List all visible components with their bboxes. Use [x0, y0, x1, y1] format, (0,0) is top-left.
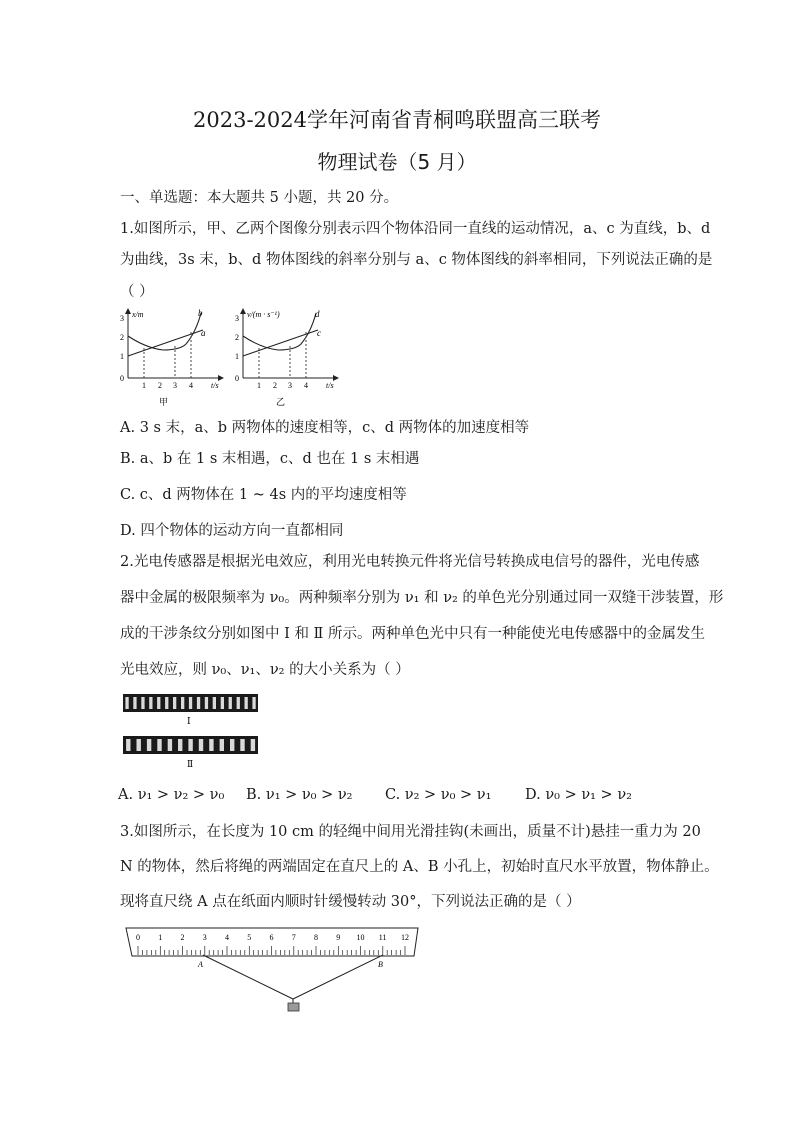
- q1-graph-left: [118, 308, 228, 408]
- fringe-1-bright-band: [197, 697, 200, 709]
- fringe-1-bright-band: [141, 697, 144, 709]
- q2-line-3: 成的干涉条纹分别如图中 Ⅰ 和 Ⅱ 所示。两种单色光中只有一种能使光电传感器中的金属发生: [120, 626, 706, 642]
- graph-left-x-3: 3: [173, 381, 177, 390]
- curve-d-label: d: [315, 309, 320, 319]
- graph-right-y-2: 2: [235, 333, 239, 342]
- graph-left-y-1: 1: [120, 352, 124, 361]
- q3-line-3: 现将直尺绕 A 点在纸面内顺时针缓慢转动 30°，下列说法正确的是（ ）: [120, 894, 581, 910]
- point-a-label: A: [198, 960, 203, 969]
- page-title: 2023-2024学年河南省青桐鸣联盟高三联考: [193, 108, 601, 132]
- q1-line-1: 1.如图所示，甲、乙两个图像分别表示四个物体沿同一直线的运动情况，a、c 为直线，b、d: [120, 221, 711, 237]
- graph-left-x-4: 4: [189, 381, 193, 390]
- q2-option-b: B. ν₁ > ν₀ > ν₂: [246, 787, 353, 803]
- point-b-label: B: [378, 960, 383, 969]
- q3-line-1: 3.如图所示，在长度为 10 cm 的轻绳中间用光滑挂钩(未画出，质量不计)悬挂一重力为 20: [120, 824, 701, 840]
- ruler-number: 12: [401, 933, 409, 942]
- fringe-label-1: Ⅰ: [187, 716, 191, 726]
- fringe-2-bright-band: [126, 739, 130, 751]
- ruler-number: 1: [158, 933, 163, 942]
- fringe-1-bright-band: [181, 697, 184, 709]
- ruler-number: 5: [247, 933, 252, 942]
- rope-left: [203, 955, 293, 999]
- fringe-2-bright-band: [168, 739, 172, 751]
- graph-right-caption: 乙: [276, 397, 286, 407]
- q1-line-2: 为曲线，3s 末，b、d 物体图线的斜率分别与 a、c 物体图线的斜率相同，下列说法正确的是: [120, 252, 713, 268]
- q1-option-a: A. 3 s 末，a、b 两物体的速度相等，c、d 两物体的加速度相等: [120, 420, 530, 436]
- fringe-1-bright-band: [237, 697, 240, 709]
- ruler-number: 3: [202, 933, 207, 942]
- fringe-1-bright-band: [245, 697, 248, 709]
- fringe-2-bright-band: [188, 739, 192, 751]
- ruler-number: 9: [336, 933, 341, 942]
- graph-left-x-1: 1: [142, 381, 146, 390]
- hanging-object: [288, 1003, 299, 1011]
- fringe-2-bright-band: [178, 739, 182, 751]
- q1-option-c: C. c、d 两物体在 1 ~ 4s 内的平均速度相等: [120, 487, 407, 503]
- fringe-1-bright-band: [125, 697, 128, 709]
- fringe-2-bright-band: [240, 739, 244, 751]
- fringe-1-bright-band: [133, 697, 136, 709]
- q2-line-4: 光电效应，则 ν₀、ν₁、ν₂ 的大小关系为（ ）: [120, 662, 410, 678]
- graph-right-xlabel: t/s: [326, 381, 334, 390]
- line-c-label: c: [317, 328, 321, 338]
- graph-right-x-2: 2: [273, 381, 277, 390]
- fringe-2-bright-band: [147, 739, 151, 751]
- fringe-1-bright-band: [205, 697, 208, 709]
- fringe-1-bright-band: [221, 697, 224, 709]
- graph-right-x-3: 3: [288, 381, 292, 390]
- q2-line-2: 器中金属的极限频率为 ν₀。两种频率分别为 ν₁ 和 ν₂ 的单色光分别通过同一双缝干涉装置，形: [120, 590, 724, 606]
- ruler-number: 0: [136, 933, 140, 942]
- graph-right-x-1: 1: [257, 381, 261, 390]
- fringe-2-bright-band: [209, 739, 213, 751]
- fringe-1-bright-band: [213, 697, 216, 709]
- q1-line-3: （ ）: [120, 284, 154, 300]
- fringe-1-bright-band: [165, 697, 168, 709]
- q2-option-a: A. ν₁ > ν₂ > ν₀: [118, 787, 225, 803]
- fringe-1-bright-band: [189, 697, 192, 709]
- section-heading: 一、单选题：本大题共 5 小题，共 20 分。: [120, 190, 399, 206]
- fringe-2-bright-band: [220, 739, 224, 751]
- q2-option-c: C. ν₂ > ν₀ > ν₁: [385, 787, 492, 803]
- fringe-2-bright-band: [199, 739, 203, 751]
- fringe-label-2: Ⅱ: [187, 759, 194, 769]
- fringe-1-bright-band: [157, 697, 160, 709]
- fringe-1-bright-band: [252, 697, 255, 709]
- q2-line-1: 2.光电传感器是根据光电效应，利用光电转换元件将光信号转换成电信号的器件，光电传感: [120, 554, 700, 570]
- fringe-2-bright-band: [230, 739, 234, 751]
- q1-option-d: D. 四个物体的运动方向一直都相同: [120, 523, 344, 539]
- graph-left-xlabel: t/s: [211, 381, 219, 390]
- fringe-1-bright-band: [149, 697, 152, 709]
- graph-left-x-2: 2: [158, 381, 162, 390]
- page-subtitle: 物理试卷（5 月）: [317, 150, 477, 174]
- q1-graph-right: [233, 308, 348, 408]
- curve-b-label: b: [198, 308, 203, 318]
- graph-left-y-3: 3: [120, 314, 124, 323]
- q3-line-2: N 的物体，然后将绳的两端固定在直尺上的 A、B 小孔上，初始时直尺水平放置，物体静止。: [120, 859, 719, 875]
- fringe-1-bright-band: [229, 697, 232, 709]
- q3-ruler-figure: [122, 924, 427, 1016]
- graph-right-x-4: 4: [304, 381, 308, 390]
- rope-right: [293, 955, 383, 999]
- ruler-number: 8: [314, 933, 318, 942]
- fringe-pattern-1: [123, 694, 258, 712]
- graph-right-y-1: 1: [235, 352, 239, 361]
- q1-option-b: B. a、b 在 1 s 末相遇，c、d 也在 1 s 末相遇: [120, 451, 420, 467]
- graph-left-ylabel: x/m: [132, 310, 144, 319]
- graph-right-x-0: 0: [235, 374, 239, 383]
- q2-option-d: D. ν₀ > ν₁ > ν₂: [525, 787, 632, 803]
- ruler-number: 10: [356, 933, 365, 942]
- graph-left-y-2: 2: [120, 333, 124, 342]
- ruler-number: 6: [269, 933, 274, 942]
- ruler-number: 2: [180, 933, 185, 942]
- fringe-2-bright-band: [251, 739, 255, 751]
- ruler-number: 7: [291, 933, 296, 942]
- fringe-2-bright-band: [137, 739, 141, 751]
- graph-right-ylabel: v/(m · s⁻¹): [247, 310, 280, 319]
- ruler-number: 11: [378, 933, 387, 942]
- graph-right-y-3: 3: [235, 314, 239, 323]
- graph-left-caption: 甲: [159, 397, 169, 407]
- fringe-pattern-2: [123, 736, 258, 754]
- ruler-number: 4: [225, 933, 229, 942]
- line-a-label: a: [201, 328, 206, 338]
- graph-left-x-0: 0: [120, 374, 124, 383]
- fringe-1-bright-band: [173, 697, 176, 709]
- fringe-2-bright-band: [157, 739, 161, 751]
- q2-fringe-figure: [123, 692, 263, 772]
